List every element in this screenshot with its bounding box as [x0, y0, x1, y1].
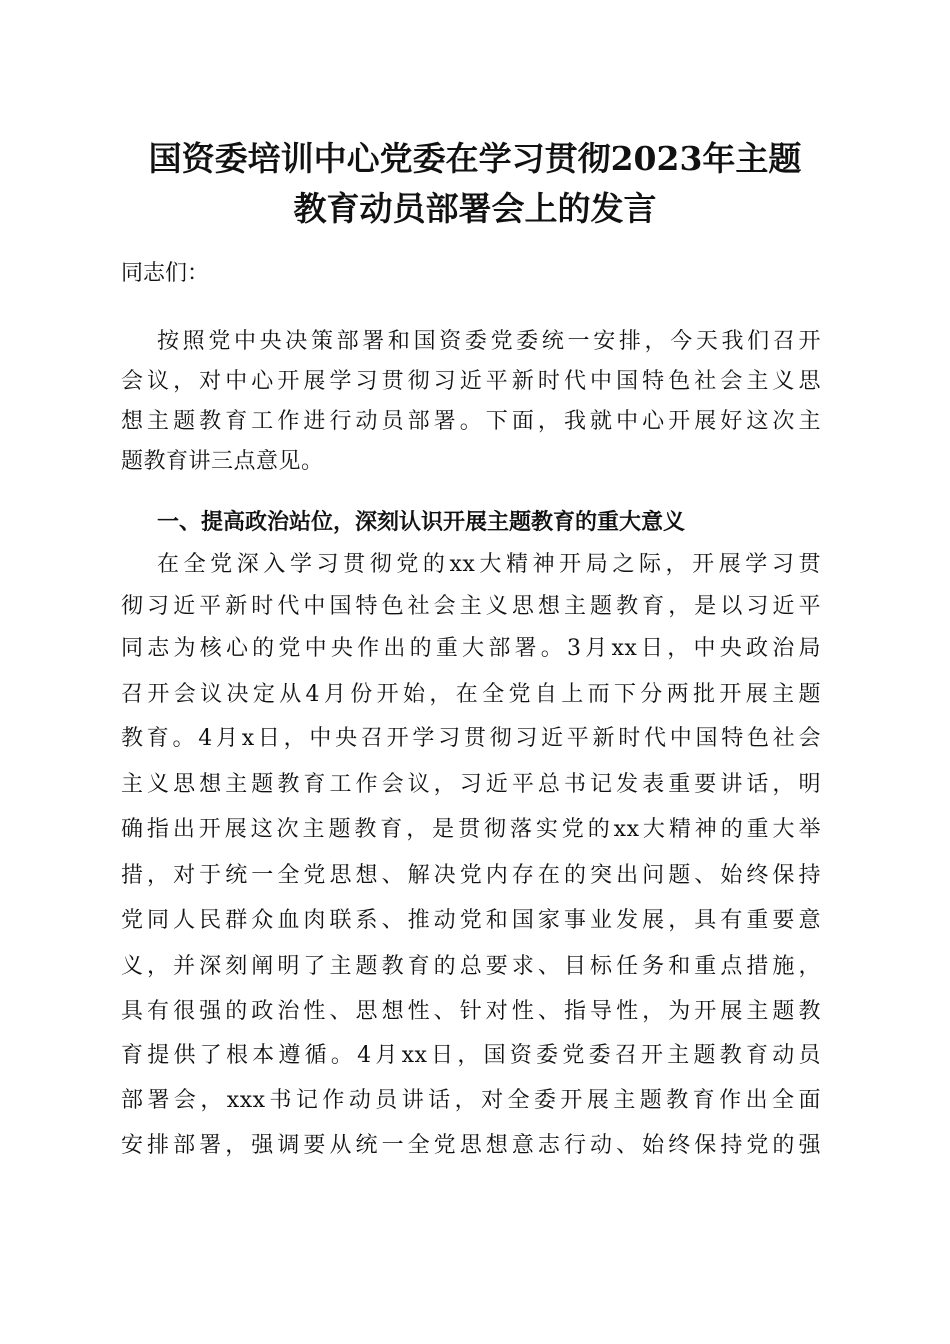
intro-line-4: 题教育讲三点意见。: [121, 449, 324, 474]
section-1-line-3: 同志为核心的党中央作出的重大部署。3月xx日，中央政治局: [121, 636, 821, 661]
document-title-line-2: 教育动员部署会上的发言: [293, 189, 657, 228]
section-1-line-1: 在全党深入学习贯彻党的xx大精神开局之际，开展学习贯: [157, 552, 821, 577]
intro-line-1: 按照党中央决策部署和国资委党委统一安排，今天我们召开: [157, 329, 821, 354]
section-1-line-4: 召开会议决定从4月份开始，在全党自上而下分两批开展主题: [121, 682, 821, 707]
section-1-line-8: 措，对于统一全党思想、解决党内存在的突出问题、始终保持: [121, 863, 821, 888]
section-1-heading: 一、提高政治站位，深刻认识开展主题教育的重大意义: [157, 510, 686, 535]
section-1-line-12: 育提供了根本遵循。4月xx日，国资委党委召开主题教育动员: [121, 1043, 821, 1068]
section-1-line-9: 党同人民群众血肉联系、推动党和国家事业发展，具有重要意: [121, 908, 821, 933]
section-1-line-14: 安排部署，强调要从统一全党思想意志行动、始终保持党的强: [121, 1133, 821, 1158]
document-title-line-1: 国资委培训中心党委在学习贯彻2023年主题: [148, 139, 802, 178]
section-1-line-7: 确指出开展这次主题教育，是贯彻落实党的xx大精神的重大举: [121, 817, 821, 842]
section-1-line-6: 主义思想主题教育工作会议，习近平总书记发表重要讲话，明: [121, 772, 821, 797]
section-1-line-13: 部署会，xxx书记作动员讲话，对全委开展主题教育作出全面: [121, 1088, 821, 1113]
section-1-line-11: 具有很强的政治性、思想性、针对性、指导性，为开展主题教: [121, 999, 821, 1024]
intro-line-3: 想主题教育工作进行动员部署。下面，我就中心开展好这次主: [121, 409, 821, 434]
section-1-line-5: 教育。4月x日，中央召开学习贯彻习近平新时代中国特色社会: [121, 726, 821, 751]
section-1-line-2: 彻习近平新时代中国特色社会主义思想主题教育，是以习近平: [121, 594, 821, 619]
salutation: 同志们：: [121, 261, 210, 286]
intro-line-2: 会议，对中心开展学习贯彻习近平新时代中国特色社会主义思: [121, 369, 821, 394]
section-1-line-10: 义，并深刻阐明了主题教育的总要求、目标任务和重点措施，: [121, 954, 821, 979]
